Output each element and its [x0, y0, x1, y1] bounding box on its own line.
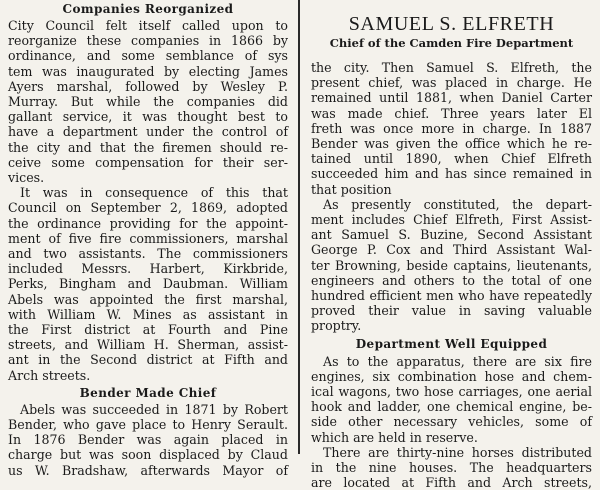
text-line: the city and that the firemen should re- — [8, 139, 288, 155]
text-line: Bender was given the office which he re- — [311, 136, 592, 152]
paragraph — [8, 185, 288, 383]
text-line: tem was inaugurated by electing James — [8, 63, 288, 79]
text-line: that position — [311, 181, 392, 197]
text-line: gallant service, it was thought best to — [8, 109, 288, 125]
text-line: are located at Fifth and Arch streets, — [311, 475, 592, 490]
text-line: tained until 1890, when Chief Elfreth — [311, 151, 592, 167]
paragraph — [8, 402, 288, 478]
text-line: charge but was soon displaced by Claud — [8, 447, 288, 463]
text-line: in the nine houses. The headquarters — [311, 460, 592, 476]
text-line: vices. — [8, 170, 45, 186]
column-rule — [298, 0, 300, 454]
text-line: hundred efficient men who have repeatedly — [311, 288, 592, 304]
text-line: Perks, Bingham and Daubman. William — [8, 276, 288, 292]
left-column — [0, 0, 296, 478]
text-line: Bender, who gave place to Henry Serault. — [8, 417, 288, 433]
text-line: remained until 1881, when Daniel Carter — [311, 90, 592, 106]
text-line: included Messrs. Harbert, Kirkbride, — [8, 261, 288, 277]
section-heading-department-well-equipped: Department Well Equipped — [355, 336, 548, 351]
text-line: Abels was succeeded in 1871 by Robert — [20, 401, 288, 417]
text-line: City Council felt itself called upon to — [8, 18, 288, 33]
text-line: ment of five fire commissioners, marshal — [8, 230, 288, 246]
text-line: In 1876 Bender was again placed in — [8, 432, 288, 448]
text-line: engineers and others to the total of one — [311, 272, 592, 288]
text-line: hook and ladder, one chemical engine, be- — [311, 399, 592, 415]
text-line: It was in consequence of this that — [20, 185, 288, 201]
paragraph — [311, 197, 592, 334]
text-line: There are thirty-nine horses distributed — [323, 444, 592, 460]
text-line: was made chief. Three years later El — [311, 105, 592, 121]
photo-caption-headline: SAMUEL S. ELFRETH — [348, 13, 555, 35]
section-heading-bender-made-chief: Bender Made Chief — [79, 385, 217, 400]
text-line: us W. Bradshaw, afterwards Mayor of — [8, 462, 288, 478]
text-line: ter Browning, beside captains, lieutenants, — [311, 257, 592, 273]
right-column — [303, 0, 600, 490]
text-line: Abels was appointed the first marshal, — [8, 291, 288, 307]
text-line: the First district at Fourth and Pine — [8, 322, 288, 338]
text-line: and two assistants. The commissioners — [8, 246, 288, 262]
text-line: reorganize these companies in 1866 by — [8, 33, 288, 49]
paragraph — [311, 445, 592, 490]
text-line: the ordinance providing for the appoint- — [8, 215, 288, 231]
text-line: proved their value in saving valuable — [311, 303, 592, 319]
text-line: with William W. Mines as assistant in — [8, 306, 288, 322]
text-line: engines, six combination hose and chem- — [311, 368, 592, 384]
text-line: the city. Then Samuel S. Elfreth, the — [311, 60, 592, 75]
paragraph — [311, 60, 592, 197]
text-line: proptry. — [311, 318, 362, 334]
text-line: have a department under the control of — [8, 124, 288, 140]
text-line: which are held in reserve. — [311, 429, 478, 445]
text-line: succeeded him and has since remained in — [311, 166, 592, 182]
text-line: Ayers marshal, followed by Wesley P. — [8, 78, 288, 94]
text-line: As presently constituted, the depart- — [323, 196, 592, 212]
text-line: As to the apparatus, there are six fire — [323, 353, 592, 369]
text-line: Arch streets. — [8, 367, 91, 383]
text-line: ceive some compensation for their ser- — [8, 154, 288, 170]
text-line: ment includes Chief Elfreth, First Assist- — [311, 212, 592, 228]
text-line: Murray. But while the companies did — [8, 94, 288, 110]
text-line: ical wagons, two hose carriages, one aerial — [311, 384, 592, 400]
text-line: freth was once more in charge. In 1887 — [311, 120, 592, 136]
section-heading-companies-reorganized: Companies Reorganized — [62, 2, 234, 16]
text-line: Council on September 2, 1869, adopted — [8, 200, 288, 216]
text-line: ordinance, and some semblance of sys — [8, 48, 288, 64]
paragraph — [311, 354, 592, 445]
paragraph — [8, 18, 288, 185]
photo-caption-byline: Chief of the Camden Fire Department — [329, 36, 574, 50]
text-line: ant Samuel S. Buzine, Second Assistant — [311, 227, 592, 243]
text-line: streets, and William H. Sherman, assist- — [8, 337, 288, 353]
text-line: side other necessary vehicles, some of — [311, 414, 592, 430]
text-line: ant in the Second district at Fifth and — [8, 352, 288, 368]
text-line: present chief, was placed in charge. He — [311, 75, 592, 91]
text-line: George P. Cox and Third Assistant Wal- — [311, 242, 592, 258]
